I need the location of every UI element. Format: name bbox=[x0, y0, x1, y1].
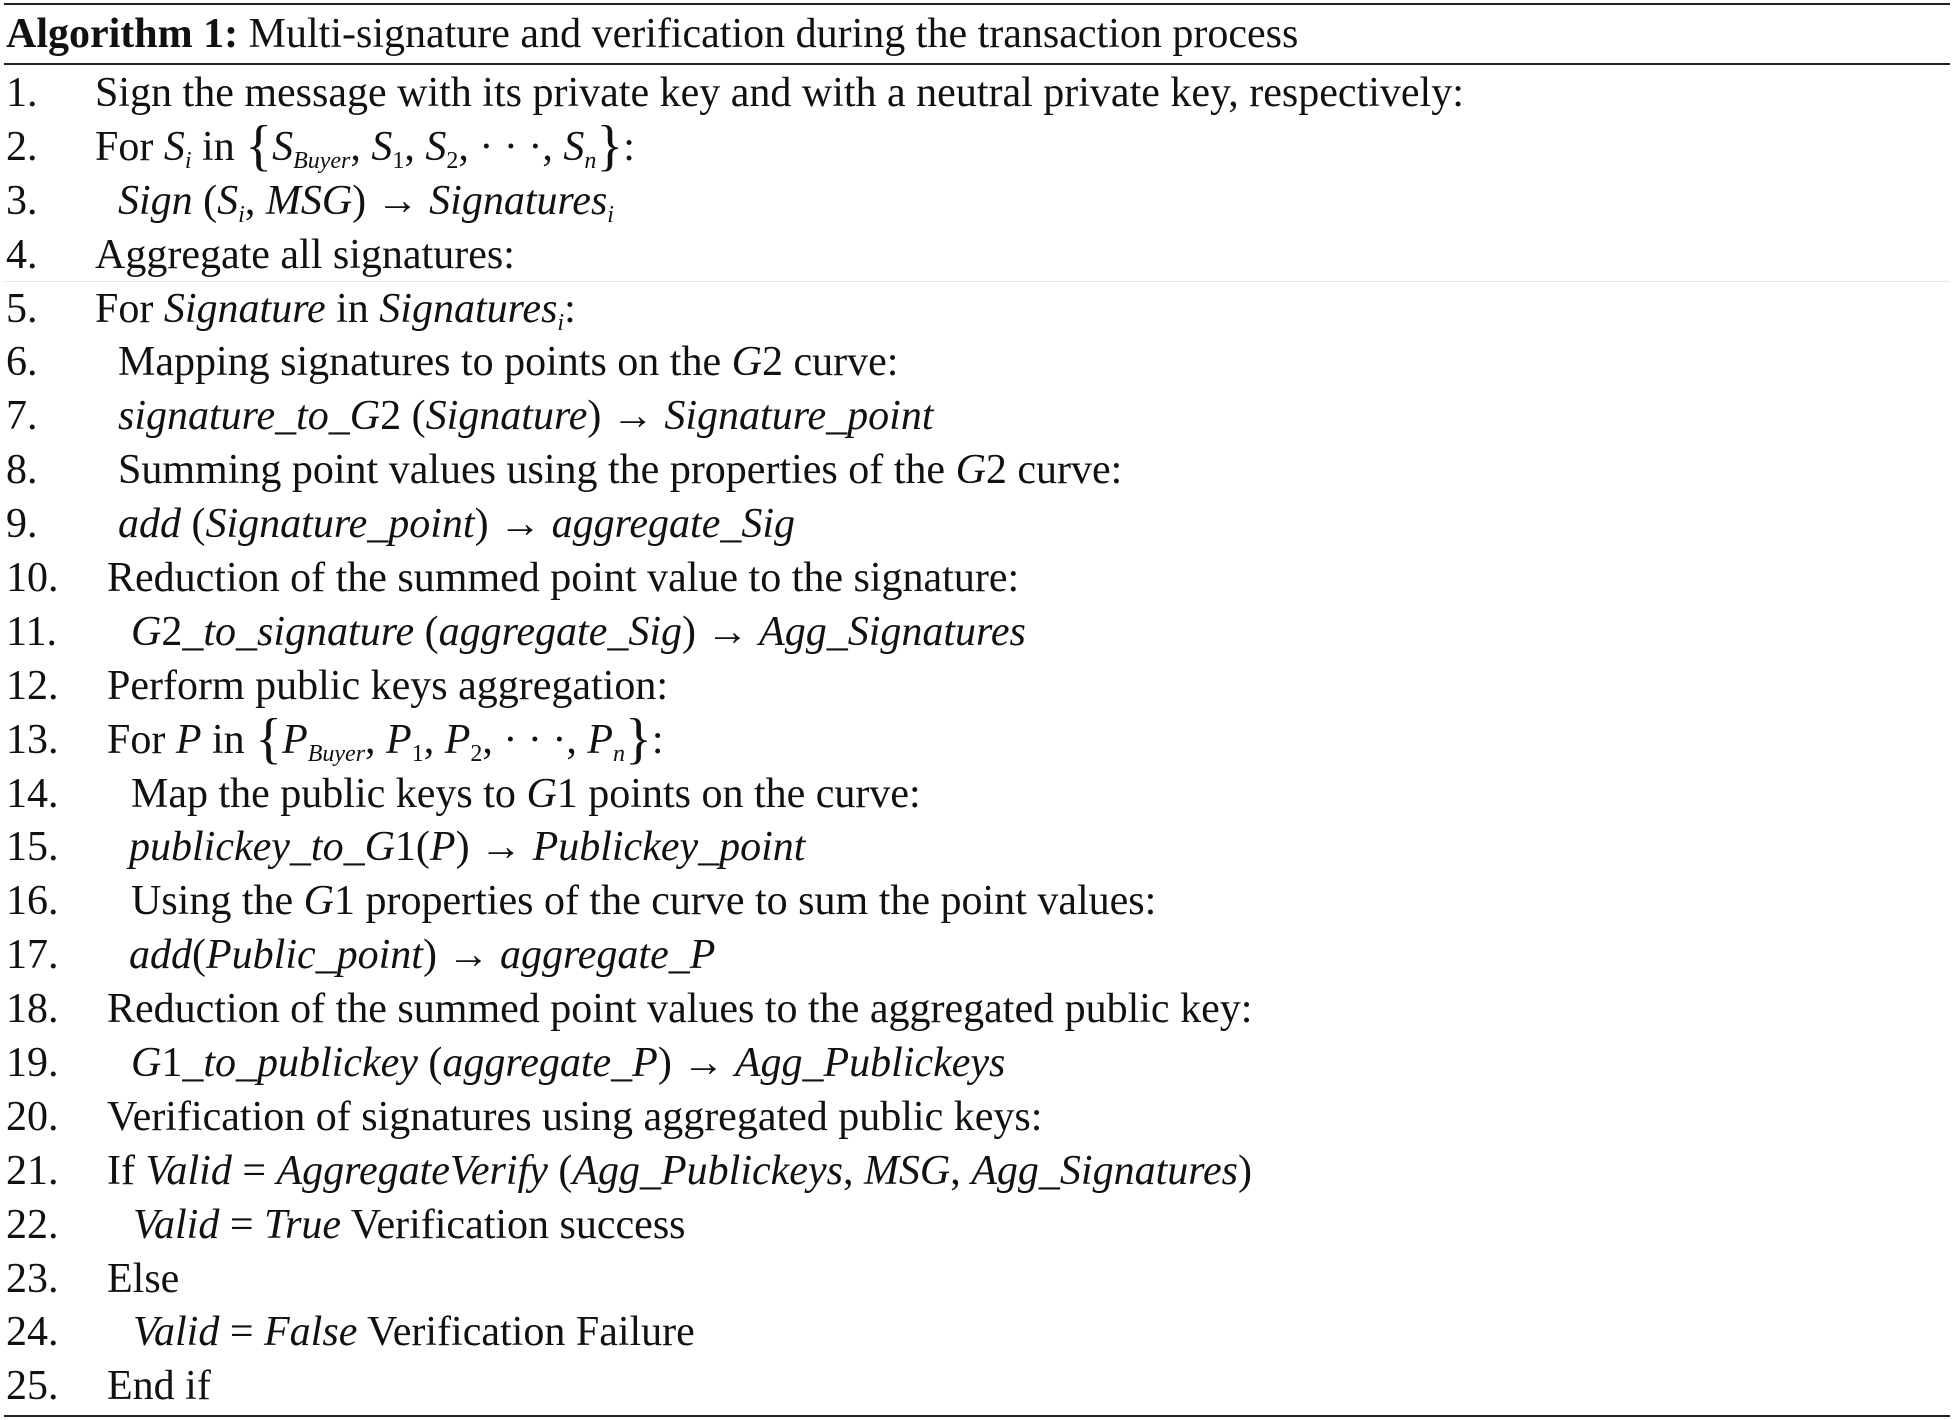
algorithm-line bbox=[0, 928, 1955, 982]
top-rule bbox=[4, 3, 1950, 5]
line-number: 11. bbox=[6, 608, 57, 655]
algorithm-line bbox=[0, 389, 1955, 443]
algorithm-lines bbox=[0, 66, 1955, 1413]
line-text: add(Public_point) → aggregate_P bbox=[129, 932, 716, 979]
line-text: G1_to_publickey (aggregate_P) → Agg_Publickeys bbox=[131, 1040, 1006, 1087]
algorithm-line bbox=[0, 282, 1955, 336]
line-number: 16. bbox=[6, 878, 59, 925]
line-text: End if bbox=[107, 1363, 211, 1410]
line-text: Valid = False Verification Failure bbox=[133, 1309, 695, 1356]
algorithm-line bbox=[0, 1036, 1955, 1090]
line-text: Perform public keys aggregation: bbox=[107, 662, 669, 709]
line-number: 2. bbox=[6, 123, 38, 170]
line-text: Summing point values using the properties of the G2 curve: bbox=[118, 447, 1123, 494]
line-text: If Valid = AggregateVerify (Agg_Publickeys, MSG, Agg_Signatures) bbox=[107, 1147, 1253, 1194]
algorithm-line bbox=[0, 497, 1955, 551]
line-text: Valid = True Verification success bbox=[133, 1201, 686, 1248]
line-number: 18. bbox=[6, 986, 59, 1033]
line-text: Reduction of the summed point value to the signature: bbox=[107, 555, 1020, 602]
algorithm-line bbox=[0, 1198, 1955, 1252]
line-number: 15. bbox=[6, 824, 59, 871]
line-text: Map the public keys to G1 points on the curve: bbox=[131, 770, 921, 817]
line-text: Aggregate all signatures: bbox=[95, 231, 515, 278]
algorithm-line bbox=[0, 1090, 1955, 1144]
line-number: 9. bbox=[6, 501, 38, 548]
line-text: Using the G1 properties of the curve to sum the point values: bbox=[131, 878, 1157, 925]
line-number: 19. bbox=[6, 1040, 59, 1087]
algorithm-line bbox=[0, 1252, 1955, 1306]
algorithm-line bbox=[0, 874, 1955, 928]
line-text: Mapping signatures to points on the G2 curve: bbox=[118, 339, 899, 386]
line-text: Verification of signatures using aggregated public keys: bbox=[107, 1093, 1043, 1140]
line-number: 21. bbox=[6, 1147, 59, 1194]
algorithm-line bbox=[0, 1144, 1955, 1198]
algorithm-line bbox=[0, 1305, 1955, 1359]
algorithm-line bbox=[0, 335, 1955, 389]
line-text: Sign the message with its private key and with a neutral private key, respectively: bbox=[95, 70, 1464, 116]
algorithm-line bbox=[0, 659, 1955, 713]
line-number: 12. bbox=[6, 662, 59, 709]
algorithm-line bbox=[0, 707, 1955, 770]
algorithm-caption: Multi-signature and verification during the transaction process bbox=[248, 11, 1299, 57]
algorithm-line bbox=[0, 114, 1955, 177]
line-text: signature_to_G2 (Signature) → Signature_point bbox=[118, 393, 934, 440]
algorithm-title bbox=[6, 6, 1298, 62]
line-number: 1. bbox=[6, 70, 38, 116]
line-number: 13. bbox=[6, 716, 59, 763]
algorithm-line bbox=[0, 443, 1955, 497]
bottom-rule bbox=[4, 1415, 1950, 1417]
line-number: 17. bbox=[6, 932, 59, 979]
line-number: 20. bbox=[6, 1093, 59, 1140]
line-text: add (Signature_point) → aggregate_Sig bbox=[118, 501, 796, 548]
line-number: 5. bbox=[6, 285, 38, 332]
line-number: 22. bbox=[6, 1201, 59, 1248]
line-number: 3. bbox=[6, 177, 38, 224]
line-text: For Si in {SBuyer, S1, S2, · · ·, Sn}: bbox=[95, 114, 635, 177]
line-text: Reduction of the summed point values to the aggregated public key: bbox=[107, 986, 1253, 1033]
algorithm-line bbox=[0, 551, 1955, 605]
line-number: 8. bbox=[6, 447, 38, 494]
line-number: 6. bbox=[6, 339, 38, 386]
line-number: 23. bbox=[6, 1255, 59, 1302]
algorithm-line bbox=[0, 174, 1955, 228]
algorithm-line bbox=[0, 767, 1955, 821]
algorithm-line bbox=[0, 66, 1955, 120]
line-text: Else bbox=[107, 1255, 180, 1302]
line-text: G2_to_signature (aggregate_Sig) → Agg_Signatures bbox=[131, 608, 1026, 655]
line-number: 7. bbox=[6, 393, 38, 440]
algorithm-line bbox=[0, 1359, 1955, 1413]
algorithm-line bbox=[0, 982, 1955, 1036]
line-text: For Signature in Signaturesi: bbox=[95, 285, 576, 336]
line-number: 10. bbox=[6, 555, 59, 602]
line-text: Sign (Si, MSG) → Signaturesi bbox=[118, 177, 614, 228]
algorithm-line bbox=[0, 228, 1955, 282]
algorithm-line bbox=[0, 605, 1955, 659]
algorithm-line bbox=[0, 820, 1955, 874]
line-text: publickey_to_G1(P) → Publickey_point bbox=[129, 824, 806, 871]
line-number: 24. bbox=[6, 1309, 59, 1356]
algorithm-label: Algorithm 1: bbox=[6, 11, 239, 57]
line-number: 4. bbox=[6, 231, 38, 278]
header-rule bbox=[4, 63, 1950, 65]
line-number: 14. bbox=[6, 770, 59, 817]
line-number: 25. bbox=[6, 1363, 59, 1410]
line-text: For P in {PBuyer, P1, P2, · · ·, Pn}: bbox=[107, 707, 664, 770]
